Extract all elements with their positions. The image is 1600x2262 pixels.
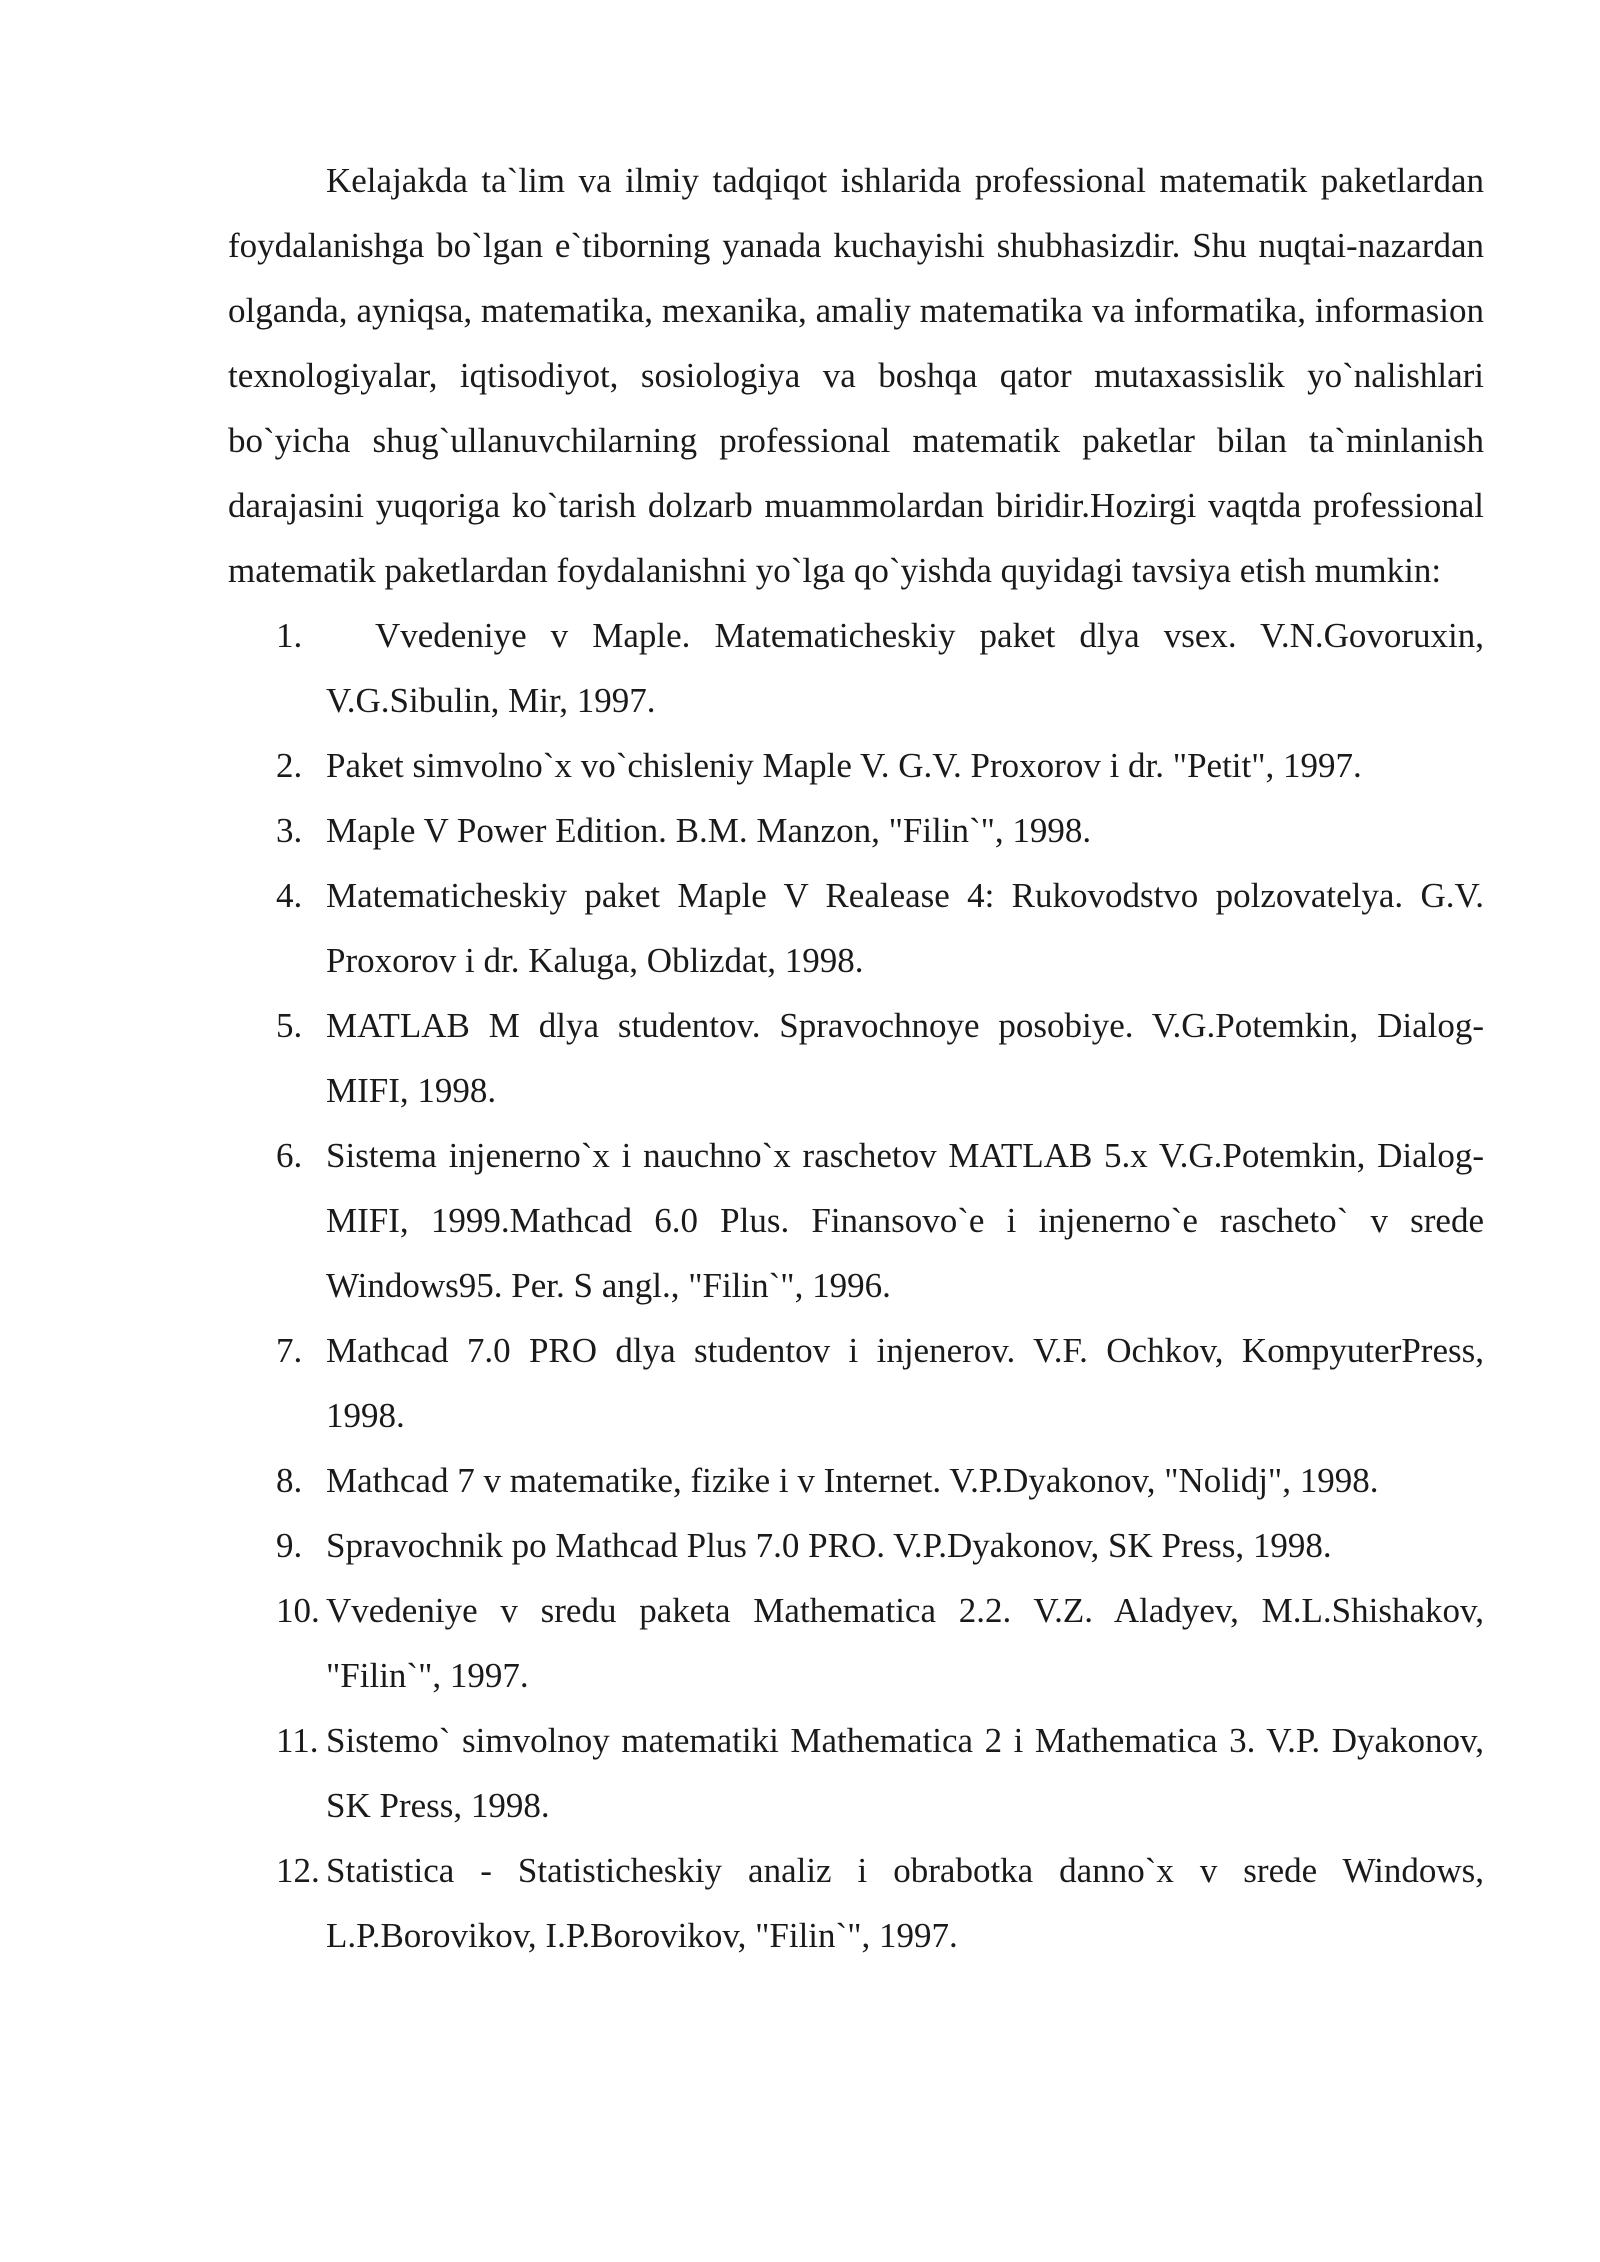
reference-text: Sistema injenerno`x i nauchno`x raschetov MATLAB 5.x V.G.Potemkin, Dialog-MIFI, 1999.Mathcad 6.0 Plus. Finansovo`e i injenerno`e rascheto` v srede Windows95. Per. S angl., "Filin`", 1996.: [326, 1136, 1484, 1305]
reference-text: Vvedeniye v Maple. Matematicheskiy paket dlya vsex. V.N.Govoruxin, V.G.Sibulin, Mir, 1997.: [326, 616, 1484, 720]
reference-item: [228, 1448, 1484, 1513]
reference-list: [228, 603, 1484, 1968]
reference-item: [228, 1838, 1484, 1968]
reference-item: [228, 993, 1484, 1123]
reference-text: Vvedeniye v sredu paketa Mathematica 2.2. V.Z. Aladyev, M.L.Shishakov, "Filin`", 1997.: [326, 1591, 1484, 1695]
intro-paragraph: Kelajakda ta`lim va ilmiy tadqiqot ishlarida professional matematik paketlardan foydalanishga bo`lgan e`tiborning yanada kuchayishi shubhasizdir. Shu nuqtai-nazardan olganda, ayniqsa, matematika, mexanika, amaliy matematika va informatika, informasion texnologiyalar, iqtisodiyot, sosiologiya va boshqa qator mutaxassislik yo`nalishlari bo`yicha shug`ullanuvchilarning professional matematik paketlar bilan ta`minlanish darajasini yuqoriga ko`tarish dolzarb muammolardan biridir.Hozirgi vaqtda professional matematik paketlardan foydalanishni yo`lga qo`yishda quyidagi tavsiya etish mumkin:: [228, 161, 1484, 590]
reference-item: [228, 733, 1484, 798]
reference-number: 3.: [276, 811, 303, 850]
reference-text: Statistica - Statisticheskiy analiz i obrabotka danno`x v srede Windows, L.P.Borovikov, I.P.Borovikov, "Filin`", 1997.: [326, 1851, 1484, 1955]
reference-item: [228, 1708, 1484, 1838]
reference-item: [228, 1513, 1484, 1578]
reference-number: 11.: [276, 1721, 319, 1760]
reference-item: [228, 1123, 1484, 1318]
reference-item: [228, 1318, 1484, 1448]
reference-text: Paket simvolno`x vo`chisleniy Maple V. G.V. Proxorov i dr. "Petit", 1997.: [326, 746, 1362, 785]
reference-number: 6.: [276, 1136, 303, 1175]
reference-text: MATLAB M dlya studentov. Spravochnoye posobiye. V.G.Potemkin, Dialog-MIFI, 1998.: [326, 1006, 1484, 1110]
reference-number: 2.: [276, 746, 303, 785]
reference-number: 4.: [276, 876, 303, 915]
reference-text: Mathcad 7.0 PRO dlya studentov i injenerov. V.F. Ochkov, KompyuterPress, 1998.: [326, 1331, 1484, 1435]
reference-text: Maple V Power Edition. B.M. Manzon, "Filin`", 1998.: [326, 811, 1092, 850]
reference-item: [228, 863, 1484, 993]
reference-text: Sistemo` simvolnoy matematiki Mathematica 2 i Mathematica 3. V.P. Dyakonov, SK Press, 1998.: [326, 1721, 1484, 1825]
reference-number: 12.: [276, 1851, 320, 1890]
reference-number: 8.: [276, 1461, 303, 1500]
reference-number: 1.: [276, 616, 303, 655]
reference-item: [228, 1578, 1484, 1708]
reference-item: [228, 603, 1484, 733]
reference-number: 5.: [276, 1006, 303, 1045]
reference-text: Matematicheskiy paket Maple V Realease 4: Rukovodstvo polzovatelya. G.V. Proxorov i dr. Kaluga, Oblizdat, 1998.: [326, 876, 1484, 980]
reference-number: 10.: [276, 1591, 320, 1630]
reference-text: Spravochnik po Mathcad Plus 7.0 PRO. V.P.Dyakonov, SK Press, 1998.: [326, 1526, 1332, 1565]
reference-number: 7.: [276, 1331, 303, 1370]
reference-number: 9.: [276, 1526, 303, 1565]
document-page: [228, 148, 1484, 1968]
reference-text: Mathcad 7 v matematike, fizike i v Internet. V.P.Dyakonov, "Nolidj", 1998.: [326, 1461, 1379, 1500]
reference-item: [228, 798, 1484, 863]
